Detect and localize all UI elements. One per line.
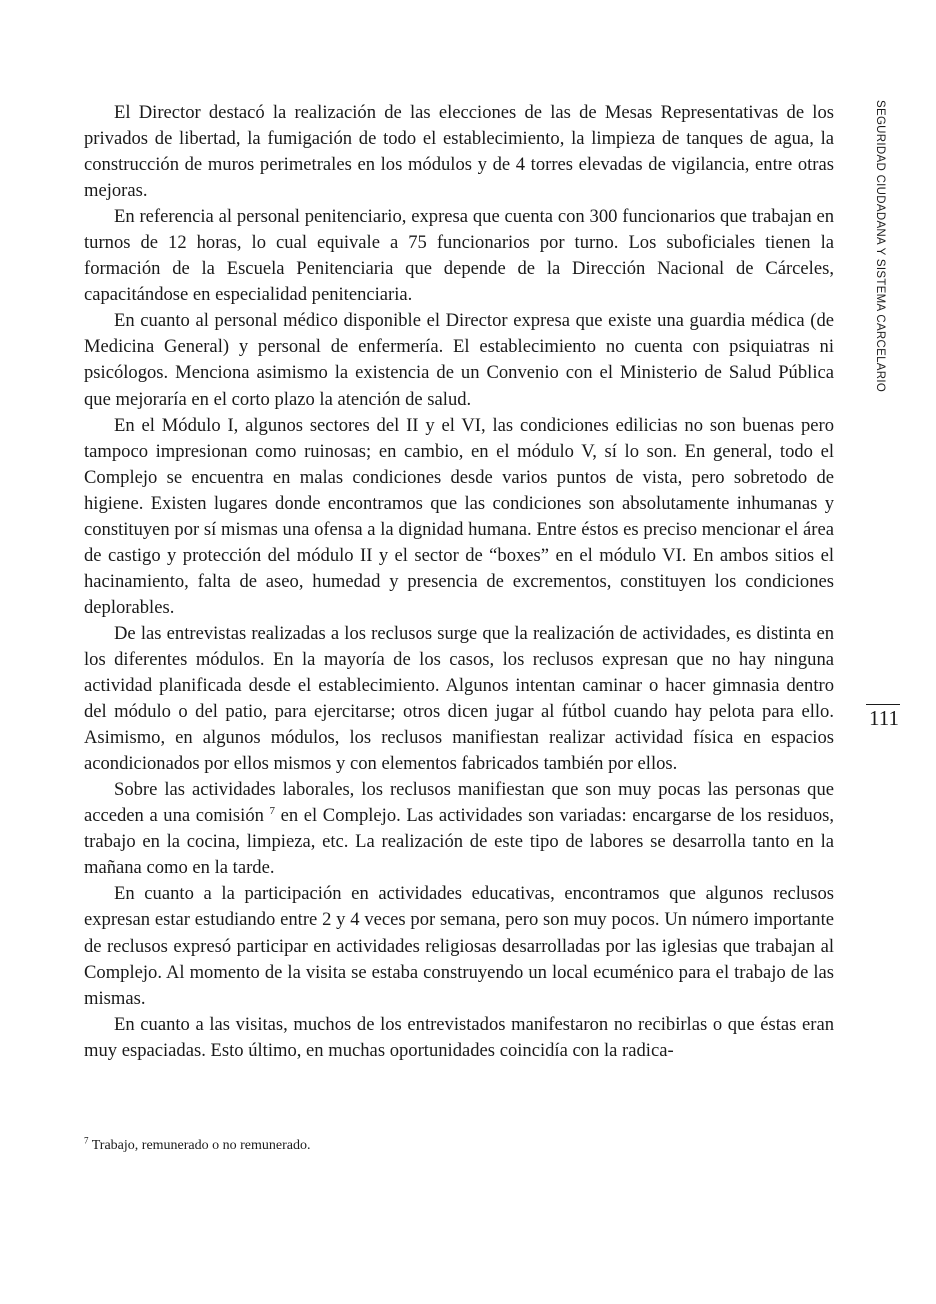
paragraph: De las entrevistas realizadas a los reclusos surge que la realización de actividades, es distinta en los diferentes módulos. En la mayoría de los casos, los reclusos expresan que no hay ninguna actividad planificada desde el establecimiento. Algunos intentan caminar o hacer gimnasia dentro del módulo o del patio, para ejercitarse; otros dicen jugar al fútbol cuando hay pelota para ello. Asimismo, en algunos módulos, los reclusos manifiestan realizar actividad física en espacios acondicionados por ellos mismos y con elementos fabricados también por ellos. — [84, 622, 834, 775]
paragraph-text: en el Complejo. Las actividades son variadas: encargarse de los residuos, trabajo en la cocina, limpieza, etc. La realización de este tipo de labores se desarrolla tanto en la mañana como en la tarde. — [84, 805, 835, 879]
paragraph: En cuanto al personal médico disponible el Director expresa que existe una guardia médica (de Medicina General) y personal de enfermería. El establecimiento no cuenta con psiquiatras ni psicólogos. Menciona asimismo la existencia de un Convenio con el Ministerio de Salud Pública que mejoraría en el corto plazo la atención de salud. — [84, 310, 834, 410]
page-number-rule — [866, 704, 900, 705]
running-header: SEGURIDAD CIUDADANA Y SISTEMA CARCELARIO — [874, 100, 886, 393]
paragraph — [84, 777, 834, 881]
paragraph: En cuanto a la participación en actividades educativas, encontramos que algunos reclusos expresan estar estudiando entre 2 y 4 veces por semana, pero son muy pocos. Un número importante de reclusos expresó participar en actividades religiosas desarrolladas por las iglesias que trabajan al Complejo. Al momento de la visita se estaba construyendo un local ecuménico para el trabajo de las mismas. — [84, 883, 834, 1009]
paragraph: En cuanto a las visitas, muchos de los entrevistados manifestaron no recibirlas o que éstas eran muy espaciadas. Esto último, en muchas oportunidades coincidía con la radica- — [84, 1013, 834, 1061]
footnote-text: Trabajo, remunerado o no remunerado. — [88, 1138, 311, 1153]
paragraph: En el Módulo I, algunos sectores del II y el VI, las condiciones edilicias no son buenas pero tampoco impresionan como ruinosas; en cambio, en el módulo V, sí lo son. En general, todo el Complejo se encuentra en malas condiciones desde varios puntos de vista, pero sobretodo de higiene. Existen lugares donde encontramos que las condiciones son absolutamente inhumanas y constituyen por sí mismas una ofensa a la dignidad humana. Entre éstos es preciso mencionar el área de castigo y protección del módulo II y el sector de “boxes” en el módulo VI. En ambos sitios el hacinamiento, falta de aseo, humedad y presencia de excrementos, constituyen los condiciones deplorables. — [84, 414, 834, 618]
page-number: 111 — [869, 706, 899, 730]
paragraph: El Director destacó la realización de las elecciones de las de Mesas Representativas de los privados de libertad, la fumigación de todo el establecimiento, la limpieza de tanques de agua, la construcción de muros perimetrales en los módulos y de 4 torres elevadas de vigilancia, entre otras mejoras. — [84, 102, 834, 202]
footnote — [84, 1135, 834, 1154]
body-text — [84, 100, 834, 1064]
paragraph: En referencia al personal penitenciario, expresa que cuenta con 300 funcionarios que trabajan en turnos de 12 horas, lo cual equivale a 75 funcionarios por turno. Los suboficiales tienen la formación de la Escuela Penitenciaria que depende de la Dirección Nacional de Cárceles, capacitándose en especialidad penitenciaria. — [84, 206, 834, 306]
paragraph-text: Sobre las actividades laborales, los reclusos manifiestan que son muy pocas las personas que acceden a una comisión — [84, 779, 834, 827]
footnote-mark: 7 — [84, 1135, 89, 1146]
footnote-reference[interactable]: 7 — [269, 805, 276, 818]
